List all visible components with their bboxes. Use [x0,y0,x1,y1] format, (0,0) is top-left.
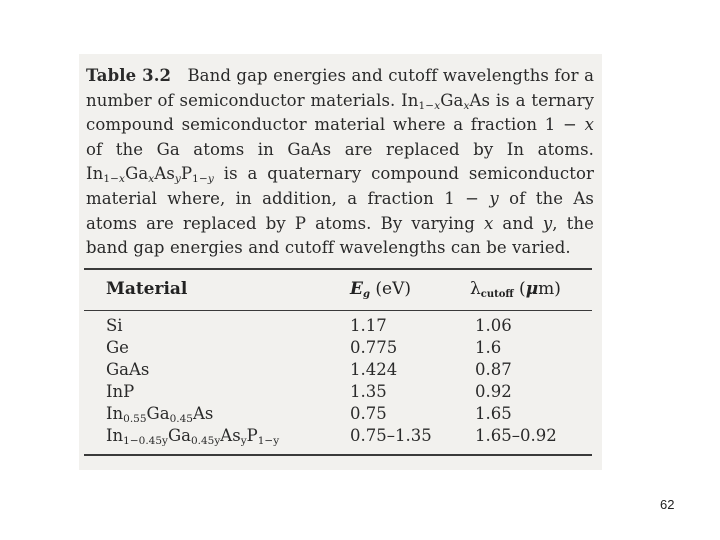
cell-band-gap: 0.775 [350,338,398,357]
lambda-mu: μ [525,279,539,299]
page-number: 62 [660,497,675,512]
caption-text: As [154,164,175,184]
table-row [0,382,720,404]
caption-var: y [207,173,214,186]
lambda-subscript: cutoff [480,289,514,300]
cell-material: Ge [106,338,129,357]
caption-var: y [489,188,499,208]
cell-cutoff: 1.06 [475,316,512,335]
cell-material [106,426,279,445]
lambda-symbol: λ [470,279,481,299]
element-symbol: In [106,404,124,423]
caption-text: Band gap energies and cutoff wavelengths for a number of semiconductor materials. In [86,66,595,110]
element-fraction: 0.45y [190,435,221,447]
cell-cutoff: 1.65 [475,404,512,423]
element-fraction: 0.55 [123,413,147,425]
element-symbol: In [106,426,124,445]
cell-material [106,404,213,423]
element-fraction: 1−0.45y [123,435,168,447]
element-symbol: As [192,404,214,423]
cell-cutoff: 0.87 [475,360,512,379]
cell-band-gap: 1.424 [350,360,398,379]
caption-text: P [180,164,193,184]
lambda-unit: m) [538,279,561,299]
element-symbol: P [246,426,258,445]
eg-subscript: g [362,289,370,300]
caption-text: Ga [440,90,464,110]
caption-text: of the As atoms are replaced by P atoms. By varying [86,188,594,233]
caption-text: As is a ternary compound semiconductor material where a fraction 1 − [86,90,595,135]
caption-text: of the Ga atoms in GaAs are replaced by In atoms. In [86,139,594,184]
table-bottom-rule [84,454,592,456]
table-caption [86,64,594,261]
eg-symbol: E [350,279,363,299]
caption-var: y [174,173,181,186]
element-symbol: Ga [167,426,191,445]
caption-var: x [584,115,594,135]
lambda-unit: ( [513,279,526,299]
caption-text: , the band gap energies and cutoff wavelengths can be varied. [86,213,594,258]
caption-sub: 1− [418,99,435,112]
element-symbol: Ga [146,404,170,423]
caption-var: x [119,173,126,186]
header-cutoff-wavelength [470,279,561,299]
table-number: Table 3.2 [86,66,172,85]
element-symbol: As [220,426,241,445]
caption-sub: 1− [103,173,120,186]
cell-material: Si [106,316,123,335]
caption-var: x [434,99,441,112]
cell-band-gap: 0.75 [350,404,387,423]
caption-var: x [483,213,494,233]
cell-band-gap: 0.75–1.35 [350,426,432,445]
table-row [0,426,720,448]
header-material: Material [106,279,188,299]
element-fraction: 1−y [257,435,280,447]
caption-text: is a quaternary compound semiconductor material where, in addition, a fraction 1 − [86,164,594,208]
table-header-rule [84,310,592,311]
cell-cutoff: 0.92 [475,382,512,401]
cell-cutoff: 1.6 [475,338,502,357]
caption-text: Ga [125,164,149,184]
table-row [0,316,720,338]
element-fraction: 0.45 [169,413,193,425]
caption-var: y [542,213,553,233]
table-row [0,360,720,382]
cell-band-gap: 1.17 [350,316,387,335]
eg-unit: (eV) [369,279,411,299]
caption-var: x [148,173,155,186]
caption-sub: 1− [192,173,208,186]
cell-band-gap: 1.35 [350,382,387,401]
element-fraction: y [240,435,247,447]
caption-var: x [463,99,470,112]
cell-cutoff: 1.65–0.92 [475,426,557,445]
caption-text: and [493,213,543,233]
header-band-gap [350,279,411,299]
table-row [0,404,720,426]
table-top-rule [84,268,592,270]
table-row [0,338,720,360]
cell-material: InP [106,382,135,401]
cell-material: GaAs [106,360,150,379]
